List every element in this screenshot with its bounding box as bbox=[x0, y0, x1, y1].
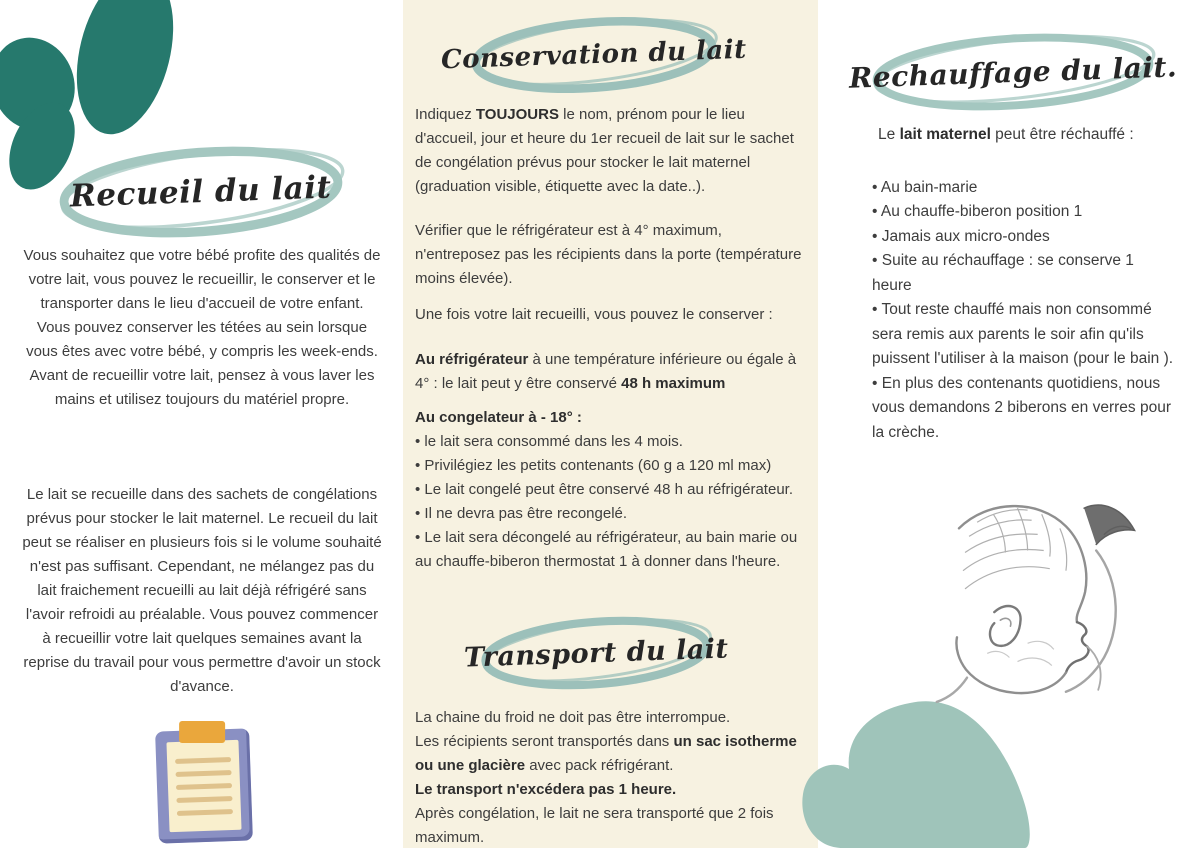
text-run: Les récipients seront transportés dans bbox=[415, 733, 674, 750]
text-run: à une température inférieure ou égale à 4° : le lait peut y être conservé bbox=[415, 351, 797, 392]
paragraph: Vérifier que le réfrigérateur est à 4° maximum, n'entreposez pas les récipients dans la porte (température moins élevée). bbox=[415, 222, 802, 287]
text-run-bold: TOUJOURS bbox=[475, 106, 559, 123]
text-run-bold: Au réfrigérateur bbox=[415, 351, 529, 368]
paragraph: La chaine du froid ne doit pas être interrompue. bbox=[415, 709, 731, 726]
list-item: • Il ne devra pas être recongelé. bbox=[415, 502, 813, 526]
text-run: Indiquez bbox=[415, 106, 476, 123]
corner-blob-bottom-icon bbox=[795, 695, 1040, 848]
rechauffage-list-block bbox=[872, 176, 1174, 445]
section-title-rechauffage bbox=[848, 28, 1178, 116]
paragraph: Une fois votre lait recueilli, vous pouvez le conserver : bbox=[415, 306, 773, 323]
section-title-recueil bbox=[55, 140, 347, 244]
text-run-bold: 48 h maximum bbox=[621, 375, 726, 392]
conservation-paragraph-2 bbox=[415, 219, 811, 291]
clipboard-line bbox=[175, 757, 231, 764]
paragraph: Le lait se recueille dans des sachets de congélations prévus pour stocker le lait maternel. Le recueil du lait peut se réaliser en plusieurs fois si le volume souhaité n'est pas suffisant. Cependant, ne mélangez pas du lait fraichement recueilli au lait déjà réfrigéré sans l'avoir refroidi au préalable. Vous pouvez commencer à recueillir votre lait quelques semaines avant la reprise du travail pour vous permettre d'avoir un stock d'avance. bbox=[22, 486, 382, 695]
list-item: • En plus des contenants quotidiens, nous vous demandons 2 biberons en verres pour la crèche. bbox=[872, 372, 1174, 445]
recueil-detail-text bbox=[20, 483, 384, 699]
text-run: avec pack réfrigérant. bbox=[525, 757, 674, 774]
list-item: • le lait sera consommé dans les 4 mois. bbox=[415, 430, 813, 454]
page-title: Recueil du lait bbox=[69, 169, 333, 215]
text-run-bold: Le transport n'excédera pas 1 heure. bbox=[415, 781, 677, 798]
freezer-list bbox=[415, 430, 813, 574]
breastfeeding-baby-illustration bbox=[895, 492, 1140, 714]
list-item: • Au bain-marie bbox=[872, 176, 1174, 200]
section-title: Transport du lait bbox=[463, 632, 729, 674]
paragraph bbox=[878, 123, 1178, 148]
fridge-section bbox=[415, 348, 811, 396]
conservation-paragraph-1 bbox=[415, 103, 811, 199]
clipboard-line bbox=[177, 809, 233, 816]
rechauffage-list bbox=[872, 176, 1174, 445]
clipboard-paper bbox=[166, 740, 241, 832]
list-item: • Le lait congelé peut être conservé 48 h au réfrigérateur. bbox=[415, 478, 813, 502]
clipboard-board bbox=[155, 728, 253, 843]
paragraph bbox=[415, 778, 811, 802]
paragraph: Avant de recueillir votre lait, pensez à vous laver les mains et utilisez toujours du matériel propre. bbox=[29, 367, 375, 408]
freezer-heading bbox=[415, 406, 813, 430]
text-run-bold: Au congelateur à - 18° : bbox=[415, 409, 582, 426]
freezer-section bbox=[415, 406, 813, 574]
list-item: • Tout reste chauffé mais non consommé sera remis aux parents le soir afin qu'ils puissent l'utiliser à la maison (pour le bain ). bbox=[872, 298, 1174, 371]
transport-section bbox=[415, 706, 811, 848]
paragraph bbox=[415, 103, 811, 199]
list-item: • Privilégiez les petits contenants (60 g a 120 ml max) bbox=[415, 454, 813, 478]
clipboard-clip bbox=[179, 721, 225, 743]
list-item: • Jamais aux micro-ondes bbox=[872, 225, 1174, 249]
clipboard-line bbox=[175, 770, 231, 777]
section-title: Rechauffage du lait. bbox=[848, 49, 1178, 95]
text-run: peut être réchauffé : bbox=[990, 126, 1134, 143]
text-run: le nom, prénom pour le lieu d'accueil, jour et heure du 1er recueil de lait sur le sachet de congélation prévus pour stocker le lait maternel (graduation visible, étiquette avec la date..). bbox=[415, 106, 794, 195]
list-item: • Le lait sera décongelé au réfrigérateur, au bain marie ou au chauffe-biberon thermostat 1 à donner dans l'heure. bbox=[415, 526, 813, 574]
section-title: Conservation du lait bbox=[440, 34, 748, 76]
paragraph bbox=[415, 730, 811, 778]
section-title-conservation bbox=[440, 12, 748, 98]
text-run-bold: lait maternel bbox=[899, 126, 991, 143]
conservation-paragraph-3 bbox=[415, 303, 811, 327]
section-title-transport bbox=[463, 612, 729, 694]
clipboard-line bbox=[176, 783, 232, 790]
paragraph: Après congélation, le lait ne sera transporté que 2 fois maximum. bbox=[415, 805, 774, 846]
clipboard-line bbox=[176, 796, 232, 803]
list-item: • Au chauffe-biberon position 1 bbox=[872, 200, 1174, 224]
list-item: • Suite au réchauffage : se conserve 1 heure bbox=[872, 249, 1174, 298]
clipboard-icon bbox=[155, 728, 253, 843]
paragraph: Vous souhaitez que votre bébé profite des qualités de votre lait, vous pouvez le recueillir, le conserver et le transporter dans le lieu d'accueil de votre enfant. bbox=[23, 247, 381, 312]
paragraph bbox=[415, 348, 811, 396]
text-run: Le bbox=[878, 126, 900, 143]
rechauffage-intro bbox=[878, 123, 1178, 148]
text-run-bold: un sac isotherme ou une glacière bbox=[415, 733, 797, 774]
paragraph: Vous pouvez conserver les tétées au sein lorsque vous êtes avec votre bébé, y compris les week-ends. bbox=[26, 319, 378, 360]
recueil-intro-text bbox=[20, 244, 384, 412]
